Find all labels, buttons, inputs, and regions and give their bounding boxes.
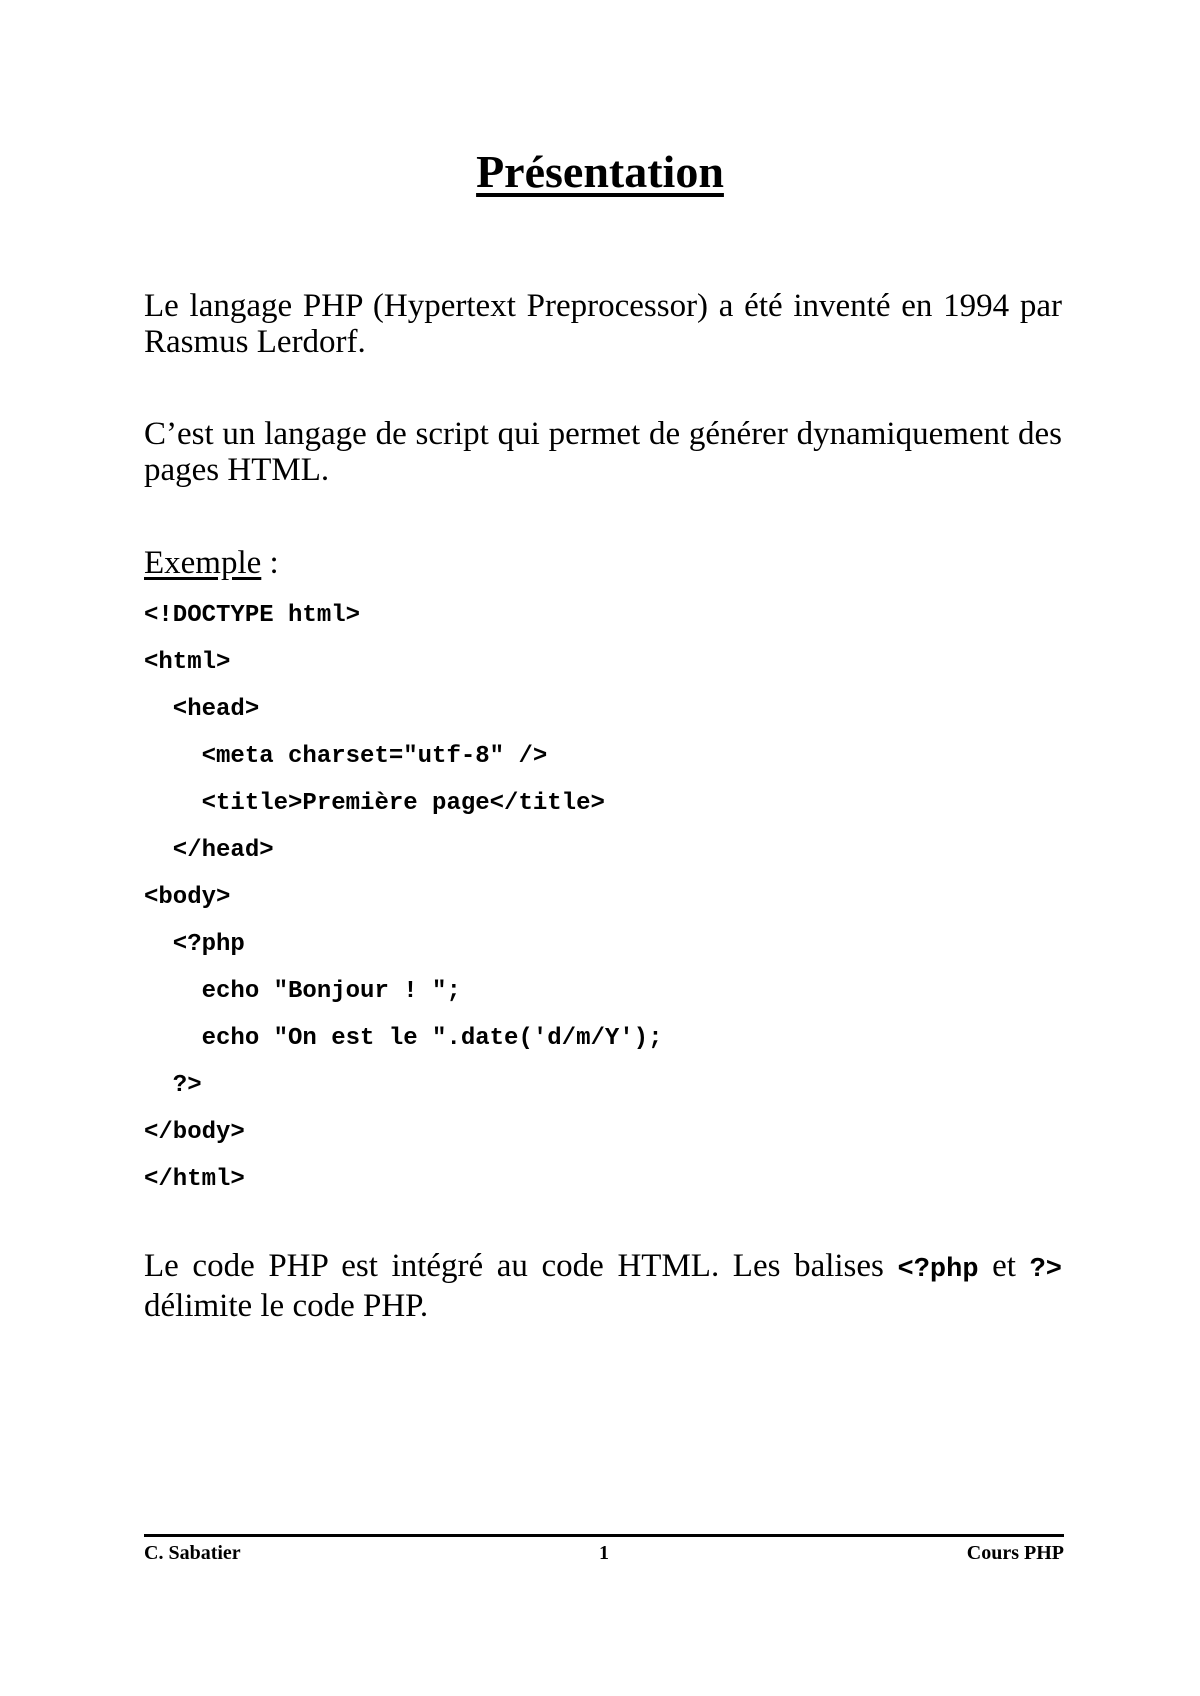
code-line: ?>	[144, 1072, 202, 1099]
code-block	[144, 596, 662, 1207]
php-close-tag: ?>	[1029, 1255, 1062, 1285]
footer-page-number: 1	[599, 1542, 609, 1564]
conclusion-text-3: délimite le code PHP.	[144, 1288, 429, 1324]
page-title: Présentation	[476, 146, 724, 197]
code-line: </body>	[144, 1119, 245, 1146]
footer-divider	[144, 1534, 1064, 1537]
code-line: echo "On est le ".date('d/m/Y');	[144, 1025, 663, 1052]
code-line: echo "Bonjour ! ";	[144, 978, 461, 1005]
code-line: <!DOCTYPE html>	[144, 602, 361, 629]
example-label: Exemple	[144, 545, 262, 581]
code-line: <html>	[144, 649, 231, 676]
code-line: <title>Première page</title>	[144, 790, 605, 817]
conclusion-text-1: Le code PHP est intégré au code HTML. Les balises	[144, 1248, 898, 1284]
conclusion-paragraph	[144, 1248, 1062, 1324]
code-line: <?php	[144, 931, 245, 958]
conclusion-text-2: et	[978, 1248, 1030, 1284]
example-colon: :	[261, 545, 279, 581]
php-open-tag: <?php	[897, 1255, 979, 1285]
intro-paragraph: Le langage PHP (Hypertext Preprocessor) a été inventé en 1994 par Rasmus Lerdorf.	[144, 288, 1062, 360]
code-line: <meta charset="utf-8" />	[144, 743, 548, 770]
definition-paragraph: C’est un langage de script qui permet de générer dynamiquement des pages HTML.	[144, 416, 1062, 488]
example-heading	[144, 543, 279, 583]
footer-author: C. Sabatier	[144, 1542, 241, 1564]
code-line: <head>	[144, 696, 260, 723]
code-line: <body>	[144, 884, 231, 911]
code-line: </head>	[144, 837, 274, 864]
footer-course: Cours PHP	[966, 1542, 1064, 1564]
code-line: </html>	[144, 1166, 245, 1193]
